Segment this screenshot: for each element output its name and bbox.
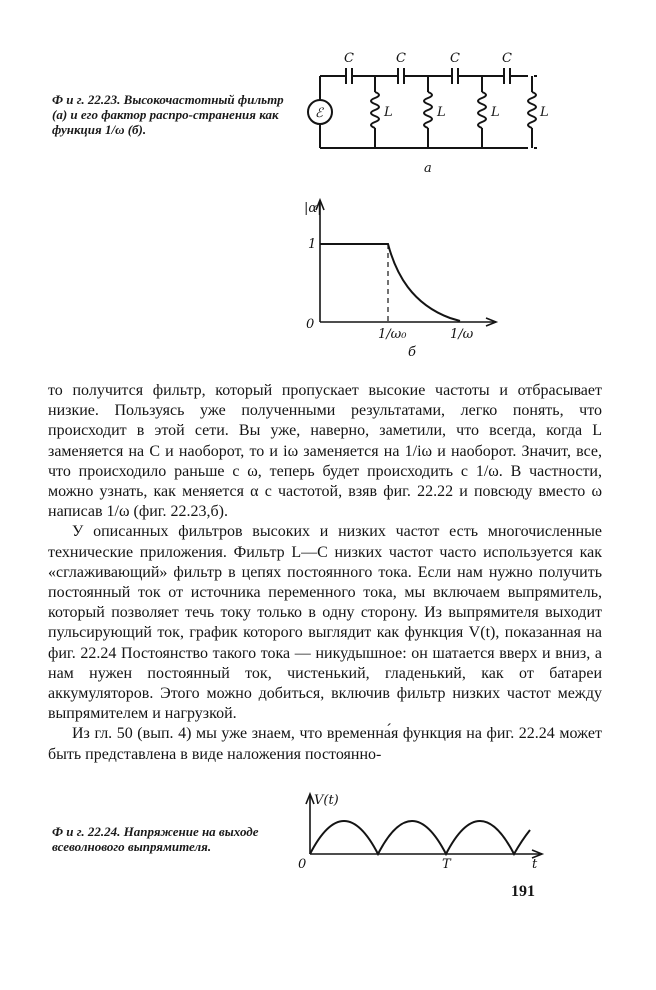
capacitor-label: C [450, 51, 460, 66]
rectified-wave [310, 821, 530, 854]
alpha-vs-inverse-omega-graph [300, 196, 510, 360]
y-axis-label: |α| [304, 201, 322, 216]
source-symbol: ℰ [315, 106, 323, 121]
x-axis-label: t [532, 857, 538, 872]
capacitor-label: C [396, 51, 406, 66]
page-number: 191 [511, 883, 535, 900]
inductor-label: L [491, 105, 500, 120]
main-text [48, 381, 602, 765]
subfigure-label-b: б [408, 345, 416, 360]
figure-22-24-caption: Ф и г. 22.24. Напряжение на выходе всеволнового выпрямителя. [52, 824, 259, 854]
origin-label: 0 [298, 857, 307, 872]
origin-label: 0 [306, 317, 315, 332]
rectifier-output-graph [296, 790, 556, 870]
capacitor-label: C [344, 51, 354, 66]
y-axis-label: V(t) [314, 793, 339, 808]
paragraph-1: то получится фильтр, который пропускает высокие частоты и отбрасывает низкие. Пользуясь уже полученными результатами, легко понять, что происходит в этой сети. Вы уже, наверно, заметили, что всегда, когда L заменяется на C и наоборот, то и iω заменяется на 1/iω и наоборот. Значит, все, что происходило раньше с ω, теперь будет происходить с 1/ω. В частности, можно узнать, как меняется α с частотой, взяв фиг. 22.22 и повсюду вместо ω написав 1/ω (фиг. 22.23,б). [48, 382, 602, 521]
inductor-label: L [384, 105, 393, 120]
y-tick-one: 1 [308, 237, 317, 252]
figure-22-23-caption: Ф и г. 22.23. Высокочастотный фильтр (а) и его фактор распро-странения как функция 1/ω (б). [52, 92, 284, 137]
paragraph-3: Из гл. 50 (вып. 4) мы уже знаем, что временна́я функция на фиг. 22.24 может быть представлена в виде наложения постоянно- [48, 725, 602, 763]
high-pass-filter-circuit [300, 48, 560, 178]
x-axis-label: 1/ω [450, 327, 474, 342]
alpha-curve [320, 244, 460, 321]
inductor-label: L [540, 105, 549, 120]
inductor-label: L [437, 105, 446, 120]
capacitor-label: C [502, 51, 512, 66]
subfigure-label-a: а [424, 161, 432, 176]
x-tick-omega0: 1/ω₀ [378, 327, 407, 342]
paragraph-2: У описанных фильтров высоких и низких частот есть многочисленные технические приложения. Фильтр L—C низких частот часто используется как «сглаживающий» фильтр в цепях постоянного тока. Если нам нужно получить постоянный ток от источника переменного тока, мы включаем выпрямитель, который позволяет течь току только в одну сторону. Из выпрямителя выходит пульсирующий ток, график которого выглядит как функция V(t), показанная на фиг. 22.24 Постоянство такого тока — никудышное: он шатается вверх и вниз, а нам нужен постоянный ток, чистенький, гладенький, как от батареи аккумуляторов. Этого можно добиться, включив фильтр низких частот между выпрямителем и нагрузкой. [48, 523, 602, 723]
x-tick-period: T [442, 857, 451, 872]
